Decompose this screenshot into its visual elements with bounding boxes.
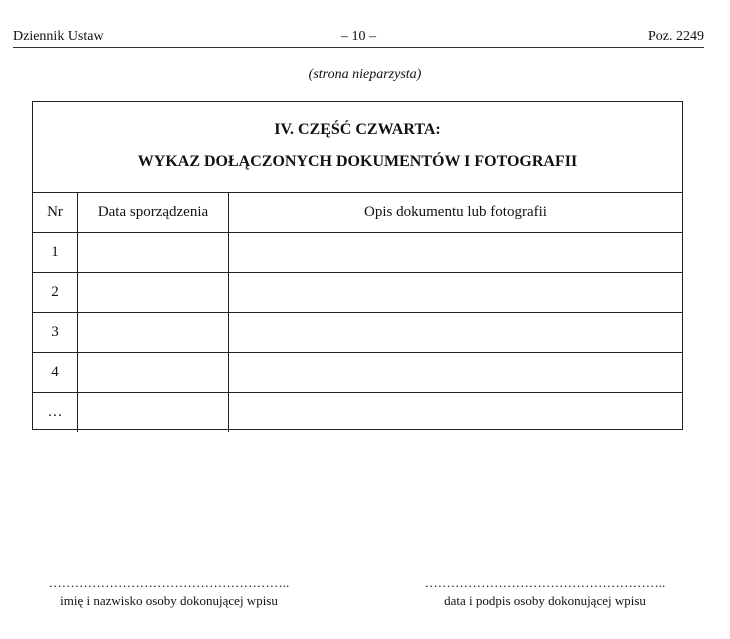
date-cell[interactable] [78,273,229,313]
page-number: – 10 – [341,29,376,44]
signature-date-caption: data i podpis osoby dokonującej wpisu [444,593,646,608]
signature-name-line[interactable]: ……………………………………………….. [48,575,290,590]
signature-date-block [414,575,676,609]
section-title [33,102,682,193]
table-row [33,353,682,393]
row-number: 4 [33,353,78,393]
row-number: 3 [33,313,78,353]
section-title-line1: IV. CZĘŚĆ CZWARTA: [274,121,441,138]
date-cell[interactable] [78,393,229,433]
position-number: Poz. 2249 [648,29,704,44]
row-number: 2 [33,273,78,313]
description-cell[interactable] [229,233,683,273]
description-cell[interactable] [229,393,683,433]
description-cell[interactable] [229,313,683,353]
journal-name: Dziennik Ustaw [13,29,104,44]
table-row [33,233,682,273]
row-number: … [33,393,78,433]
date-cell[interactable] [78,313,229,353]
documents-table [33,193,682,432]
description-cell[interactable] [229,273,683,313]
table-row [33,273,682,313]
header-description: Opis dokumentu lub fotografii [229,193,683,233]
signature-name-block [38,575,300,609]
date-cell[interactable] [78,353,229,393]
table-row [33,313,682,353]
section-title-line2: WYKAZ DOŁĄCZONYCH DOKUMENTÓW I FOTOGRAFII [137,153,578,170]
signature-name-caption: imię i nazwisko osoby dokonującej wpisu [60,593,278,608]
header-date: Data sporządzenia [78,193,229,233]
table-header-row [33,193,682,233]
page-side-note: (strona nieparzysta) [308,67,422,82]
date-cell[interactable] [78,233,229,273]
documents-form [32,101,683,430]
description-cell[interactable] [229,353,683,393]
row-number: 1 [33,233,78,273]
table-row [33,393,682,433]
header-nr: Nr [33,193,78,233]
page-header [13,29,704,48]
signature-date-line[interactable]: ……………………………………………….. [424,575,666,590]
